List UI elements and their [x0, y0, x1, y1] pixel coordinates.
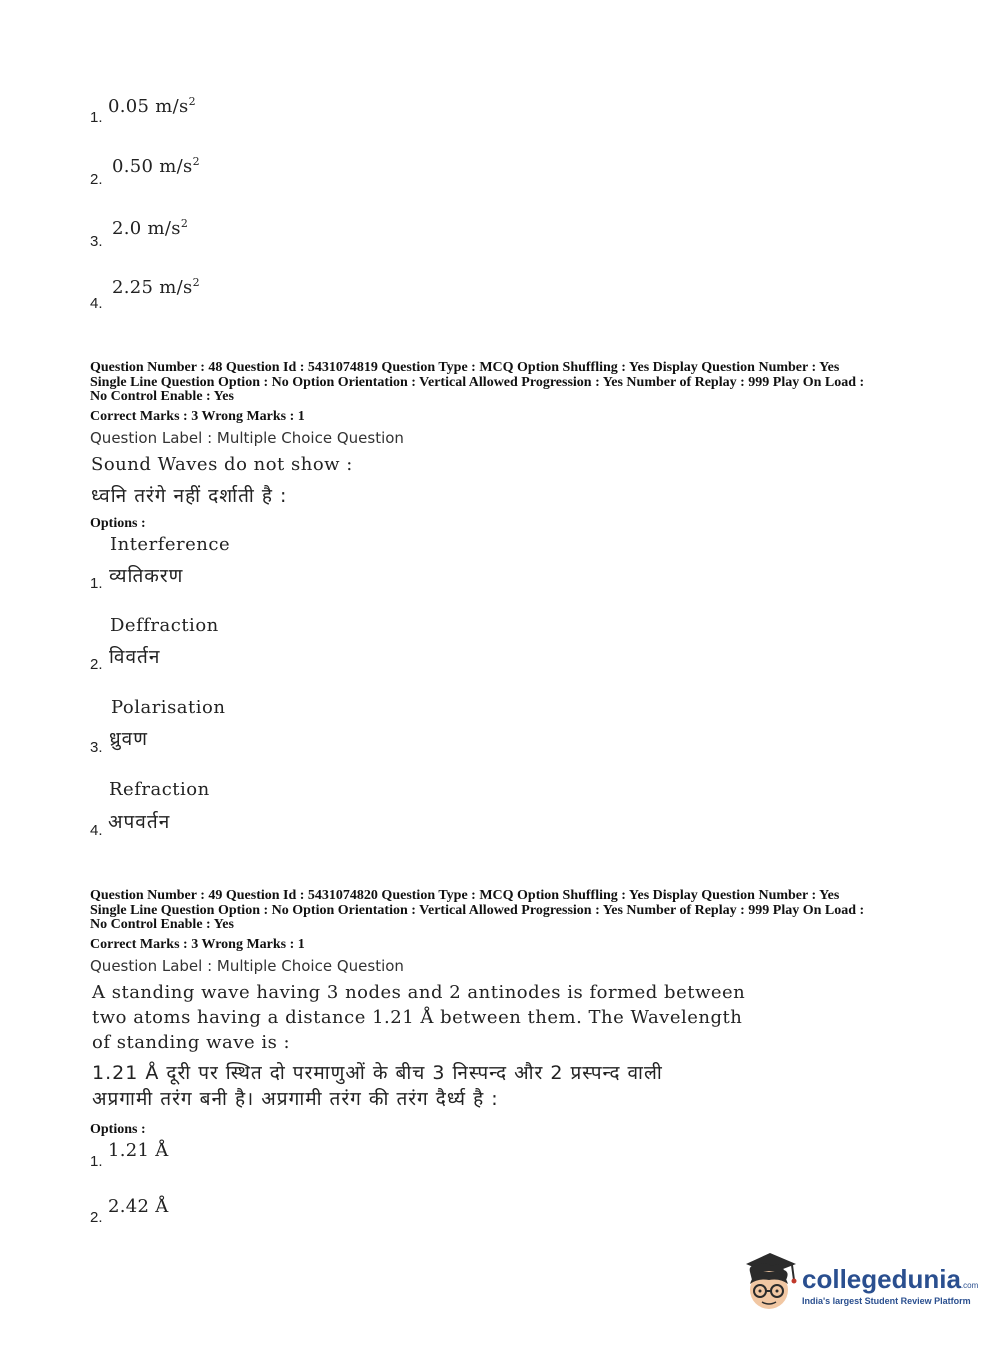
q48-question-label: Question Label : Multiple Choice Question	[90, 429, 404, 447]
q47-option-1-value[interactable]: 0.05 $m/s^2$	[108, 95, 196, 117]
q49-question-text-en-line-1: A standing wave having 3 nodes and 2 antinodes is formed between	[92, 982, 746, 1003]
logo-wordmark	[802, 1264, 978, 1295]
q48-options-label: Options :	[90, 516, 146, 531]
q49-option-1-value: 1.21 Å	[108, 1140, 169, 1161]
q48-meta-line-3: No Control Enable : Yes	[90, 389, 234, 404]
q49-options-label: Options :	[90, 1122, 146, 1137]
q48-option-3-number: 3.	[90, 739, 103, 756]
q48-meta-line-1: Question Number : 48 Question Id : 5431074819 Question Type : MCQ Option Shuffling : Yes Display Question Number : Yes	[90, 360, 840, 375]
q48-option-1-number: 1.	[90, 575, 103, 592]
q49-question-text-hi	[92, 1060, 792, 1112]
q48-option-1-hi: व्यतिकरण	[109, 565, 184, 587]
q48-metadata	[90, 361, 930, 405]
q49-marks: Correct Marks : 3 Wrong Marks : 1	[90, 937, 305, 952]
logo-tld: .com	[960, 1281, 979, 1290]
q48-option-3-hi: ध्रुवण	[109, 728, 148, 750]
q47-option-2-number: 2.	[90, 171, 103, 188]
q48-option-2-hi: विवर्तन	[109, 646, 161, 668]
q48-option-4-number: 4.	[90, 822, 103, 839]
q48-option-4-en: Refraction	[109, 779, 210, 800]
q49-option-2-number: 2.	[90, 1209, 103, 1226]
q48-option-2-number: 2.	[90, 656, 103, 673]
q48-meta-line-2: Single Line Question Option : No Option Orientation : Vertical Allowed Progression : Yes Number of Replay : 999 Play On Load :	[90, 374, 865, 390]
q47-option-3-number: 3.	[90, 233, 103, 250]
q49-question-label: Question Label : Multiple Choice Question	[90, 957, 404, 975]
q48-option-1-en: Interference	[110, 534, 231, 555]
q48-question-text-en: Sound Waves do not show :	[91, 454, 353, 475]
q48-option-4-hi: अपवर्तन	[108, 811, 171, 833]
q49-metadata	[90, 889, 930, 933]
q47-option-4-number: 4.	[90, 295, 103, 312]
q47-option-3-value[interactable]: 2.0 $m/s^2$	[112, 217, 189, 239]
q49-question-text-hi-line-1: 1.21 Å दूरी पर स्थित दो परमाणुओं के बीच 3 निस्पन्द और 2 प्रस्पन्द वाली	[92, 1062, 663, 1084]
logo-tagline: India's largest Student Review Platform	[802, 1296, 971, 1306]
q49-meta-line-1: Question Number : 49 Question Id : 5431074820 Question Type : MCQ Option Shuffling : Yes Display Question Number : Yes	[90, 888, 840, 903]
q48-question-text-hi: ध्वनि तरंगे नहीं दर्शाती है :	[91, 485, 288, 507]
q47-option-2-value[interactable]: 0.50 $m/s^2$	[112, 155, 200, 177]
q49-meta-line-3: No Control Enable : Yes	[90, 917, 234, 932]
q49-meta-line-2: Single Line Question Option : No Option Orientation : Vertical Allowed Progression : Yes Number of Replay : 999 Play On Load :	[90, 902, 865, 918]
q48-option-3-en: Polarisation	[111, 697, 226, 718]
q47-option-1-number: 1.	[90, 109, 103, 126]
q47-option-4-value[interactable]: 2.25 $m/s^2$	[112, 276, 200, 298]
q49-question-text-hi-line-2: अप्रगामी तरंग बनी है। अप्रगामी तरंग की तरंग दैर्ध्य है :	[92, 1088, 499, 1110]
q49-question-text-en-line-3: of standing wave is :	[92, 1032, 291, 1053]
collegedunia-logo	[740, 1250, 979, 1320]
q49-question-text-en-line-2: two atoms having a distance 1.21 Å between them. The Wavelength	[92, 1007, 743, 1028]
q49-option-2-value: 2.42 Å	[108, 1196, 169, 1217]
q49-option-1-number: 1.	[90, 1153, 103, 1170]
q49-question-text-en	[92, 980, 792, 1055]
q48-option-2-en: Deffraction	[110, 615, 219, 636]
student-mascot-icon	[740, 1250, 800, 1312]
logo-name: collegedunia	[802, 1264, 961, 1294]
q48-marks: Correct Marks : 3 Wrong Marks : 1	[90, 409, 305, 424]
